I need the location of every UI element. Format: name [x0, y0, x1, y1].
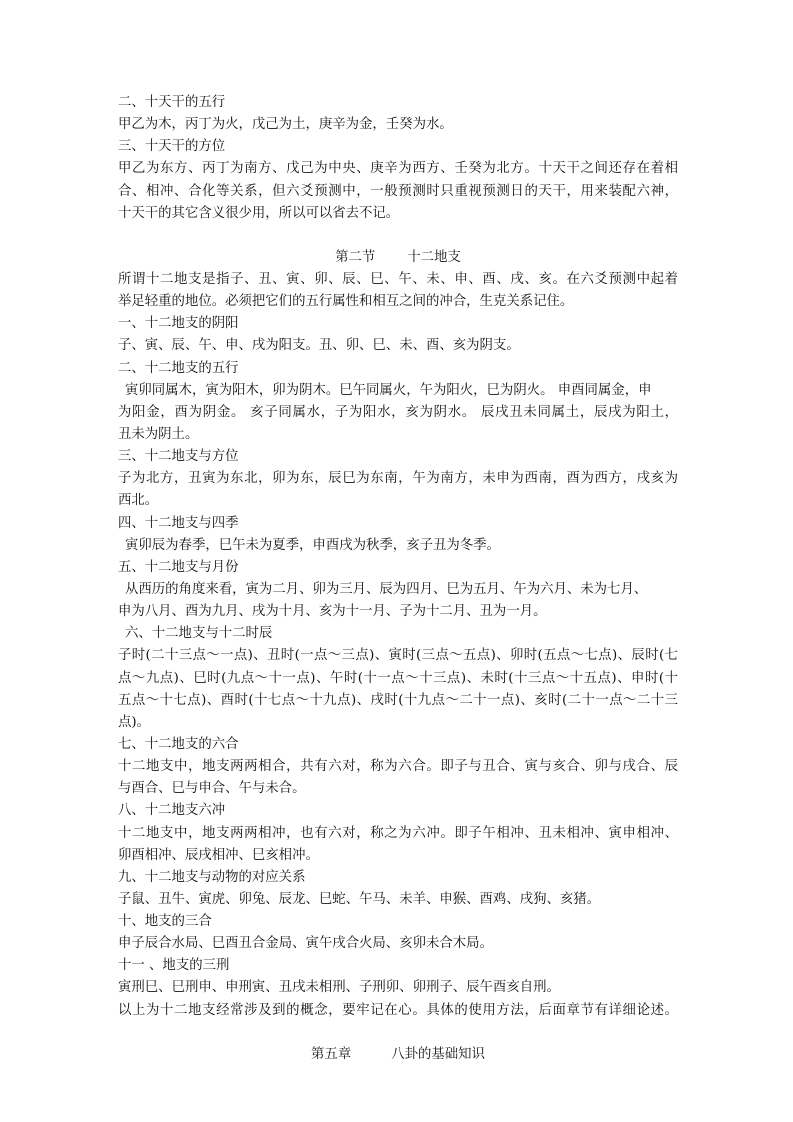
text-line: 子时(二十三点～一点)、丑时(一点～三点)、寅时(三点～五点)、卯时(五点～七点)、辰时(七 — [118, 648, 678, 664]
text-line: 丑未为阴土。 — [118, 426, 199, 442]
document-page — [118, 92, 678, 1066]
text-line: 合、相冲、合化等关系，但六爻预测中，一般预测时只重视预测日的天干，用来装配六神， — [118, 183, 678, 199]
text-line: 从西历的角度来看，寅为二月、卯为三月、辰为四月、巳为五月、午为六月、未为七月、 — [125, 581, 648, 597]
text-line: 寅卯辰为春季，巳午未为夏季，申酉戌为秋季，亥子丑为冬季。 — [125, 537, 500, 553]
chapter-title — [118, 1044, 678, 1066]
heading-sanxing: 十一 、地支的三刑 — [118, 958, 230, 974]
text-line: 寅卯同属木，寅为阳木，卯为阴木。巳午同属火，午为阳火，巳为阴火。 申酉同属金，申 — [125, 382, 652, 398]
chapter-number: 第五章 — [311, 1046, 352, 1062]
heading-siji: 四、十二地支与四季 — [118, 515, 239, 531]
text-line: 十天干的其它含义很少用，所以可以省去不记。 — [118, 205, 400, 221]
heading-shichen: 六、十二地支与十二时辰 — [125, 626, 273, 642]
text-line: 与酉合、巳与申合、午与未合。 — [118, 781, 306, 797]
text-line: 寅刑巳、巳刑申、申刑寅、丑戌未相刑、子刑卯、卯刑子、辰午酉亥自刑。 — [118, 980, 560, 996]
heading-wuxing: 二、十二地支的五行 — [118, 360, 239, 376]
text-line: 点～九点)、巳时(九点～十一点)、午时(十一点～十三点)、未时(十三点～十五点)、申时(十 — [118, 670, 678, 686]
text-line: 甲乙为东方、丙丁为南方、戊己为中央、庚辛为西方、壬癸为北方。十天干之间还存在着相 — [118, 161, 678, 177]
heading-dongwu: 九、十二地支与动物的对应关系 — [118, 869, 306, 885]
text-line: 申子辰合水局、巳酉丑合金局、寅午戌合火局、亥卯未合木局。 — [118, 936, 493, 952]
text-line: 十二地支中，地支两两相合，共有六对，称为六合。即子与丑合、寅与亥合、卯与戌合、辰 — [118, 759, 678, 775]
section-title — [118, 247, 678, 269]
heading-liuhe: 七、十二地支的六合 — [118, 736, 239, 752]
text-line: 五点～十七点)、酉时(十七点～十九点)、戌时(十九点～二十一点)、亥时(二十一点～二十三 — [118, 692, 678, 708]
heading-liuchong: 八、十二地支六冲 — [118, 803, 226, 819]
heading-yinyang: 一、十二地支的阴阳 — [118, 316, 239, 332]
heading-tiangan-fangwei: 三、十天干的方位 — [118, 139, 226, 155]
heading-yuefen: 五、十二地支与月份 — [118, 559, 239, 575]
chapter-name: 八卦的基础知识 — [391, 1046, 485, 1062]
heading-fangwei: 三、十二地支与方位 — [118, 449, 239, 465]
text-line: 以上为十二地支经常涉及到的概念，要牢记在心。具体的使用方法，后面章节有详细论述。 — [118, 1002, 678, 1018]
text-line: 申为八月、酉为九月、戌为十月、亥为十一月、子为十二月、丑为一月。 — [118, 604, 547, 620]
text-line: 所谓十二地支是指子、丑、寅、卯、辰、巳、午、未、申、酉、戌、亥。在六爻预测中起着 — [118, 271, 678, 287]
text-line: 为阳金，酉为阴金。 亥子同属水，子为阳水，亥为阴水。 辰戌丑未同属土，辰戌为阳土， — [118, 404, 678, 420]
text-line: 西北。 — [118, 493, 159, 509]
heading-tiangan-wuxing: 二、十天干的五行 — [118, 95, 226, 110]
text-line: 子为北方，丑寅为东北，卯为东，辰巳为东南，午为南方，未申为西南，酉为西方，戌亥为 — [118, 471, 678, 487]
text-tiangan-wuxing: 甲乙为木，丙丁为火，戊己为土，庚辛为金，壬癸为水。 — [118, 117, 453, 133]
text-line: 卯酉相冲、辰戌相冲、巳亥相冲。 — [118, 847, 319, 863]
text-line: 点)。 — [118, 714, 151, 730]
text-line: 十二地支中，地支两两相冲，也有六对，称之为六冲。即子午相冲、丑未相冲、寅申相冲、 — [118, 825, 678, 841]
section-name: 十二地支 — [407, 249, 461, 265]
text-line: 子鼠、丑牛、寅虎、卯兔、辰龙、巳蛇、午马、未羊、申猴、酉鸡、戌狗、亥猪。 — [118, 891, 601, 907]
text-line: 举足轻重的地位。必须把它们的五行属性和相互之间的冲合，生克关系记住。 — [118, 294, 574, 310]
heading-sanhe: 十、地支的三合 — [118, 914, 212, 930]
text-line: 子、寅、辰、午、申、戌为阳支。丑、卯、巳、未、酉、亥为阴支。 — [118, 338, 520, 354]
section-number: 第二节 — [335, 249, 376, 265]
